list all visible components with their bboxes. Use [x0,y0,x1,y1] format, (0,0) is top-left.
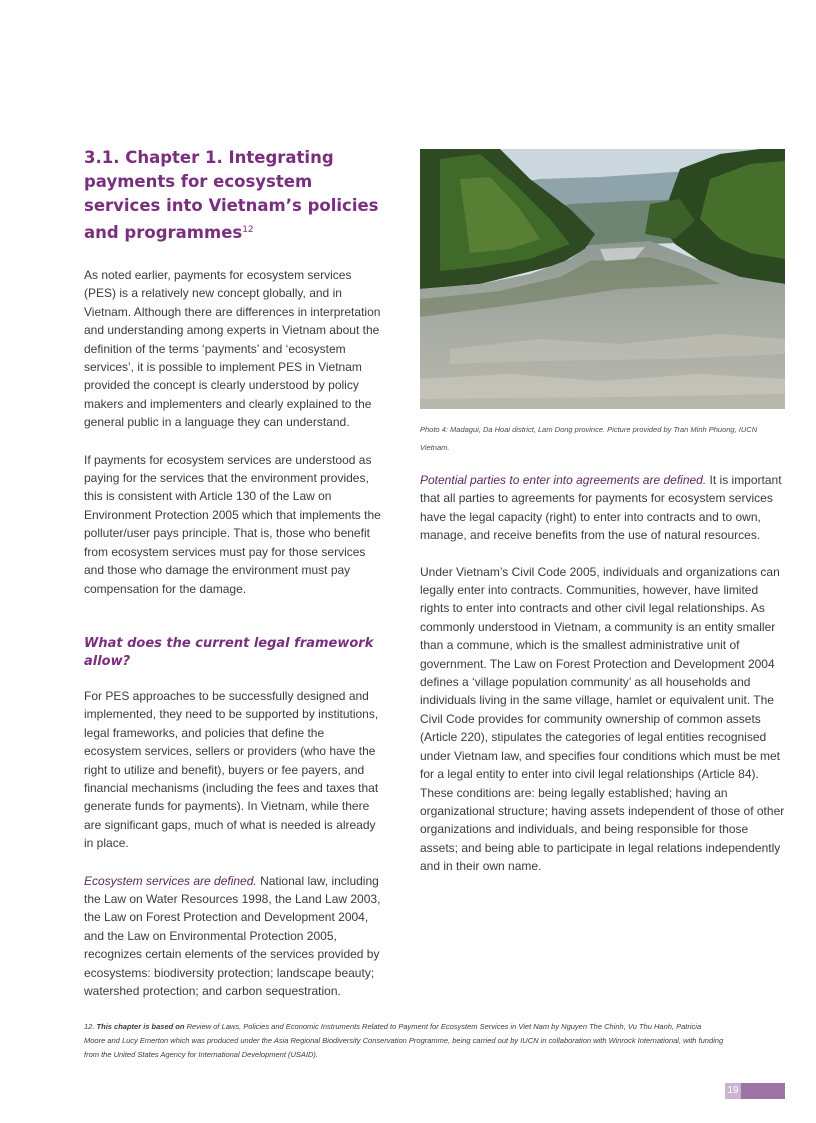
footnote-number: 12. [84,1022,95,1031]
right-column [420,149,785,876]
pes-approaches-paragraph: For PES approaches to be successfully designed and implemented, they need to be supported by institutions, legal frameworks, and policies that define the ecosystem services, sellers or providers (who have the right to utilize and benefit), buyers or fee payers, and financial mechanisms (including the fees and taxes that generate funds for payments). In Vietnam, while there are significant gaps, much of what is needed is already in place. [84,688,379,851]
river-landscape-image [420,149,785,409]
civil-code-paragraph: Under Vietnam’s Civil Code 2005, individuals and organizations can legally enter into contracts. Communities, however, have limited rights to enter into contracts and other civil legal relationships. As commonly understood in Vietnam, a community is an entity smaller than a commune, which is the smallest administrative unit of government. The Law on Forest Protection and Development 2004 defines a ‘village population community’ as all households and individuals living in the same village, hamlet or equivalent unit. The Civil Code provides for community ownership of common assets (Article 220), stipulates the categories of legal entities recognised under Vietnam law, and specifies four conditions which must be met for a legal entity to enter into civil legal relationships (Article 84). These conditions are: being legally established; having an organizational structure; having assets independent of those of other organizations and individuals, and being responsible for those assets; and being able to participate in legal relations independently and in their own name. [420,564,785,874]
page-number: 19 [725,1083,741,1099]
ecosystem-services-text: National law, including the Law on Water Resources 1998, the Land Law 2003, the Law on Forest Protection and Development 2004, and the Law on Environmental Protection 2005, recognizes certain elements of the services provided by ecosystems: biodiversity protection; landscape beauty; watershed protection; and carbon sequestration. [84,873,381,998]
ecosystem-services-lead: Ecosystem services are defined. [84,873,257,888]
page-number-bar [725,1083,785,1099]
river-photo [420,149,785,409]
intro-paragraph: As noted earlier, payments for ecosystem services (PES) is a relatively new concept globally, and in Vietnam. Although there are differences in interpretation and understanding among experts in Vietnam about the definition of the terms ‘payments’ and ‘ecosystem services’, it is possible to implement PES in Vietnam provided the concept is clearly understood by policy makers and implementers and clearly explained to the general public in a language they can understand. [84,268,381,430]
section-heading: What does the current legal framework allow? [84,635,374,669]
ecosystem-services-paragraph [84,872,384,1001]
polluter-pays-paragraph: If payments for ecosystem services are understood as paying for the services that the environment provides, this is consistent with Article 130 of the Law on Environment Protection 2005 which that implements the polluter/user pays principle. That is, those who benefit from ecosystem services must pay for those services and those who damage the environment must pay compensation for the damage. [84,452,381,596]
chapter-heading [84,146,384,245]
parties-text: It is important that all parties to agreements for payments for ecosystem services have the legal capacity (right) to enter into contracts and to own, manage, and receive benefits from the use of natural resources. [420,473,782,543]
left-column [84,146,384,1000]
photo-caption: Photo 4: Madagui, Da Hoai district, Lam Dong province. Picture provided by Tran Minh Phuong, IUCN Vietnam. [420,425,758,452]
footnote [84,1020,724,1062]
footnote-reference[interactable]: 12 [242,225,254,235]
footnote-lead: This chapter is based on [96,1022,185,1031]
parties-lead: Potential parties to enter into agreements are defined. [420,473,707,487]
footnote-text: Review of Laws, Policies and Economic Instruments Related to Payment for Ecosystem Services in Viet Nam by Nguyen The Chinh, Vu Thu Hanh, Patricia Moore and Lucy Emerton which was produced under the Asia Regional Biodiversity Conservation Programme, being carried out by IUCN in collaboration with Winrock International, with funding from the United States Agency for International Development (USAID). [84,1022,724,1059]
parties-paragraph [420,471,785,545]
chapter-title: 3.1. Chapter 1. Integrating payments for ecosystem services into Vietnam’s policies and programmes [84,148,379,242]
